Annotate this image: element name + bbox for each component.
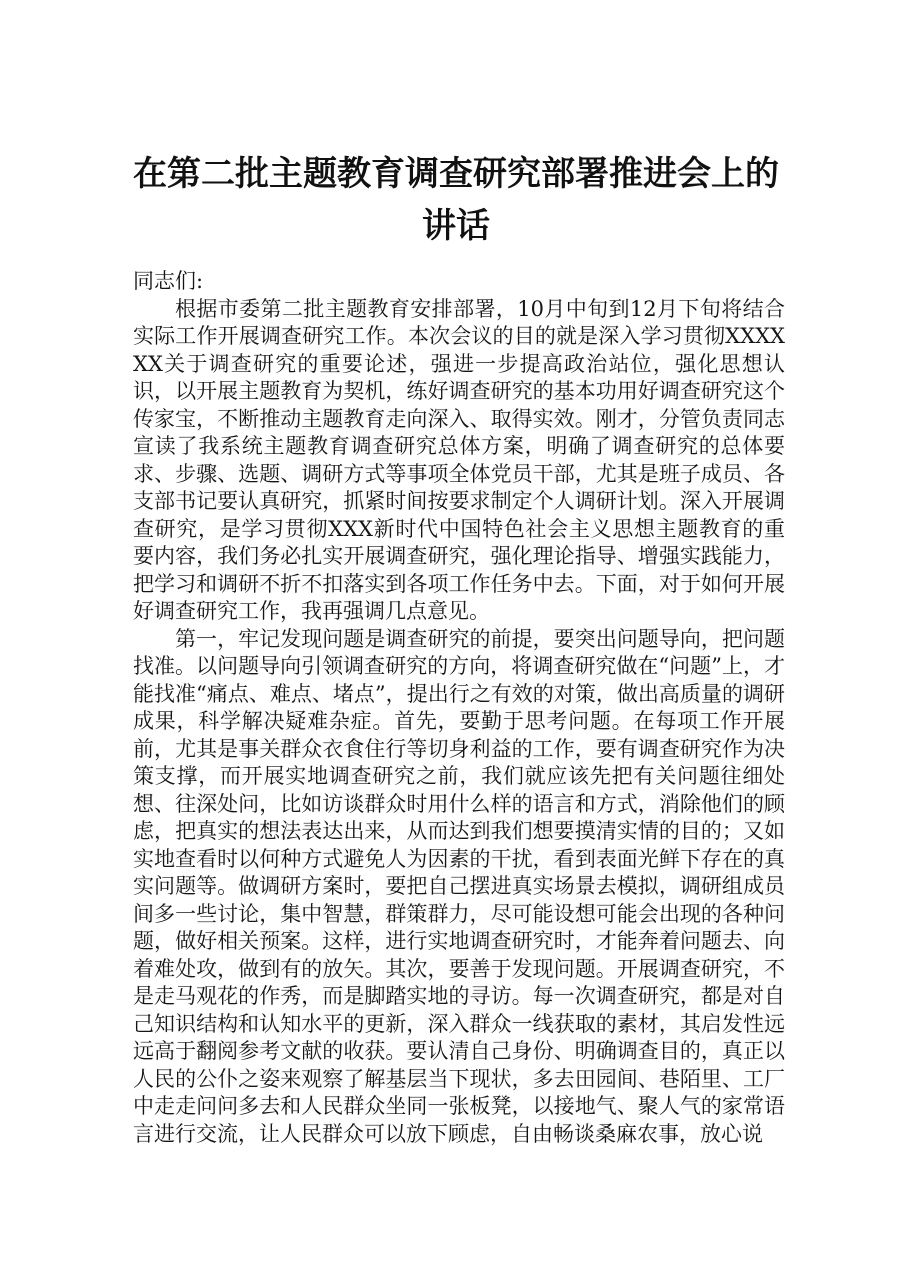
salutation: 同志们: bbox=[133, 269, 204, 293]
paragraph-2: 第一，牢记发现问题是调查研究的前提，要突出问题导向，把问题找准。以问题导向引领调查研究的方向，将调查研究做在“问题”上，才能找准“痛点、难点、堵点”，提出行之有效的对策，做出高质量的调研成果，科学解决疑难杂症。首先，要勤于思考问题。在每项工作开展前，尤其是事关群众衣食住行等切身利益的工作，要有调查研究作为决策支撑，而开展实地调查研究之前，我们就应该先把有关问题往细处想、往深处问，比如访谈群众时用什么样的语言和方式，消除他们的顾虑，把真实的想法表达出来，从而达到我们想要摸清实情的目的；又如实地查看时以何种方式避免人为因素的干扰，看到表面光鲜下存在的真实问题等。做调研方案时，要把自己摆进真实场景去模拟，调研组成员间多一些讨论，集中智慧，群策群力，尽可能设想可能会出现的各种问题，做好相关预案。这样，进行实地调查研究时，才能奔着问题去、向着难处攻，做到有的放矢。其次，要善于发现问题。开展调查研究，不是走马观花的作秀，而是脚踏实地的寻访。每一次调查研究，都是对自己知识结构和认知水平的更新，深入群众一线获取的素材，其启发性远远高于翻阅参考文献的收获。要认清自己身份、明确调查目的，真正以人民的公仆之姿来观察了解基层当下现状，多去田园间、巷陌里、工厂中走走问问多去和人民群众坐同一张板凳，以接地气、聚人气的家常语言进行交流，让人民群众可以放下顾虑，自由畅谈桑麻农事，放心说 bbox=[133, 626, 785, 1146]
document-body bbox=[133, 268, 785, 1148]
document-title: 在第二批主题教育调查研究部署推进会上的讲话 bbox=[133, 154, 779, 246]
paragraph-1: 根据市委第二批主题教育安排部署，10月中旬到12月下旬将结合实际工作开展调查研究工作。本次会议的目的就是深入学习贯彻XXXXXX关于调查研究的重要论述，强进一步提高政治站位，强化思想认识，以开展主题教育为契机，练好调查研究的基本功用好调查研究这个传家宝，不断推动主题教育走向深入、取得实效。刚才，分管负责同志宣读了我系统主题教育调查研究总体方案，明确了调查研究的总体要求、步骤、选题、调研方式等事项全体党员干部，尤其是班子成员、各支部书记要认真研究，抓紧时间按要求制定个人调研计划。深入开展调查研究，是学习贯彻XXX新时代中国特色社会主义思想主题教育的重要内容，我们务必扎实开展调查研究，强化理论指导、增强实践能力，把学习和调研不折不扣落实到各项工作任务中去。下面，对于如何开展好调查研究工作，我再强调几点意见。 bbox=[133, 296, 785, 623]
